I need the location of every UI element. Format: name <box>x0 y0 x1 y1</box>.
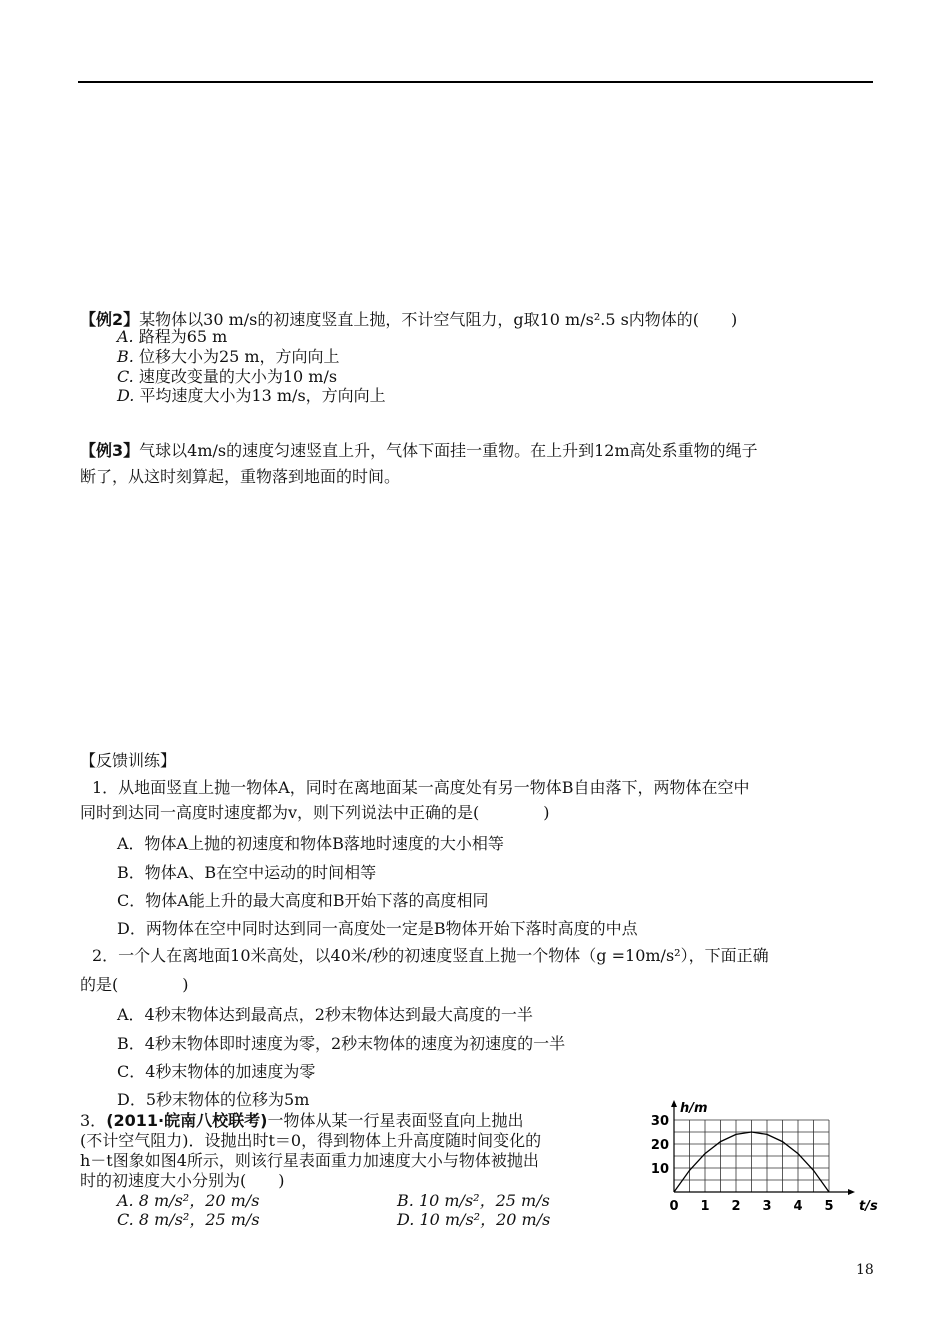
option-key: B. <box>117 347 134 366</box>
feedback-title: 【反馈训练】 <box>80 751 177 770</box>
h-t-chart <box>648 1092 878 1222</box>
ex2-stem: 某物体以30 m/s的初速度竖直上抛，不计空气阻力，g取10 m/s².5 s内物体的( ) <box>139 310 738 329</box>
q1-option-c: C．物体A能上升的最大高度和B开始下落的高度相同 <box>117 891 489 910</box>
ex2-option-d <box>117 386 386 406</box>
q2-line-1: 2．一个人在离地面10米高处，以40米/秒的初速度竖直上抛一个物体（g =10m/s²），下面正确 <box>92 946 769 965</box>
option-key: B. <box>397 1191 414 1210</box>
ex3-text: 气球以4m/s的速度匀速竖直上升，气体下面挂一重物。在上升到12m高处系重物的绳子 <box>139 441 758 460</box>
q1-option-a: A．物体A上抛的初速度和物体B落地时速度的大小相等 <box>117 834 504 853</box>
q1-line-1: 1．从地面竖直上抛一物体A，同时在离地面某一高度处有另一物体B自由落下，两物体在空中 <box>92 778 750 797</box>
q2-option-d: D．5秒末物体的位移为5m <box>117 1090 310 1109</box>
q3-number: 3． <box>80 1111 107 1130</box>
option-text: 速度改变量的大小为10 m/s <box>138 367 338 386</box>
q3-line-3: h－t图象如图4所示，则该行星表面重力加速度大小与物体被抛出 <box>80 1151 539 1170</box>
q3-option-b <box>397 1191 550 1211</box>
ex2-option-b <box>117 347 340 367</box>
q3-line-1 <box>80 1111 523 1131</box>
option-text: 路程为65 m <box>138 327 228 346</box>
ex2-head: 【例2】 <box>80 310 140 329</box>
x-tick-label: 3 <box>762 1199 772 1214</box>
ex2-option-a <box>117 327 227 347</box>
option-key: C. <box>117 1210 134 1229</box>
x-tick-label: 1 <box>700 1199 710 1214</box>
y-axis-arrow <box>671 1100 677 1107</box>
y-axis-label: h/m <box>680 1101 708 1116</box>
ex3-head: 【例3】 <box>80 441 140 460</box>
ex3-line-1 <box>80 440 758 462</box>
x-tick-label: 0 <box>669 1199 679 1214</box>
option-text: 10 m/s²，20 m/s <box>419 1210 551 1229</box>
option-key: A. <box>117 1191 134 1210</box>
q2-line-2: 的是( ) <box>80 975 189 994</box>
option-text: 8 m/s²，20 m/s <box>138 1191 260 1210</box>
x-axis-label: t/s <box>859 1199 878 1214</box>
option-key: D. <box>117 386 135 405</box>
q1-line-2: 同时到达同一高度时速度都为v，则下列说法中正确的是( ) <box>80 803 550 822</box>
header-rule <box>78 81 873 83</box>
q3-line-2: (不计空气阻力)．设抛出时t＝0，得到物体上升高度随时间变化的 <box>80 1131 542 1150</box>
ex3-line-2: 断了，从这时刻算起，重物落到地面的时间。 <box>80 467 401 486</box>
x-tick-label: 4 <box>793 1199 803 1214</box>
ex2-option-c <box>117 367 337 387</box>
q3-text: 一物体从某一行星表面竖直向上抛出 <box>267 1111 524 1130</box>
option-text: 10 m/s²，25 m/s <box>418 1191 550 1210</box>
q3-line-4: 时的初速度大小分别为( ) <box>80 1171 285 1190</box>
x-tick-label: 2 <box>731 1199 741 1214</box>
q3-option-a <box>117 1191 259 1211</box>
option-key: C. <box>117 367 134 386</box>
q3-option-d <box>397 1210 550 1230</box>
q1-option-d: D．两物体在空中同时达到同一高度处一定是B物体开始下落时高度的中点 <box>117 919 638 938</box>
option-text: 8 m/s²，25 m/s <box>138 1210 260 1229</box>
q2-option-b: B．4秒末物体即时速度为零，2秒末物体的速度为初速度的一半 <box>117 1034 566 1053</box>
q2-option-c: C．4秒末物体的加速度为零 <box>117 1062 316 1081</box>
page-number: 18 <box>856 1262 874 1278</box>
q3-source: (2011·皖南八校联考) <box>106 1111 268 1130</box>
q3-option-c <box>117 1210 260 1230</box>
y-tick-label: 20 <box>650 1138 669 1153</box>
y-tick-label: 30 <box>650 1114 669 1129</box>
y-tick-label: 10 <box>650 1162 669 1177</box>
q2-option-a: A．4秒末物体达到最高点，2秒末物体达到最大高度的一半 <box>117 1005 533 1024</box>
x-axis-arrow <box>848 1189 855 1195</box>
option-key: A. <box>117 327 134 346</box>
x-tick-label: 5 <box>824 1199 834 1214</box>
option-key: D. <box>397 1210 415 1229</box>
q1-option-b: B．物体A、B在空中运动的时间相等 <box>117 863 377 882</box>
option-text: 位移大小为25 m，方向向上 <box>138 347 340 366</box>
option-text: 平均速度大小为13 m/s，方向向上 <box>139 386 386 405</box>
